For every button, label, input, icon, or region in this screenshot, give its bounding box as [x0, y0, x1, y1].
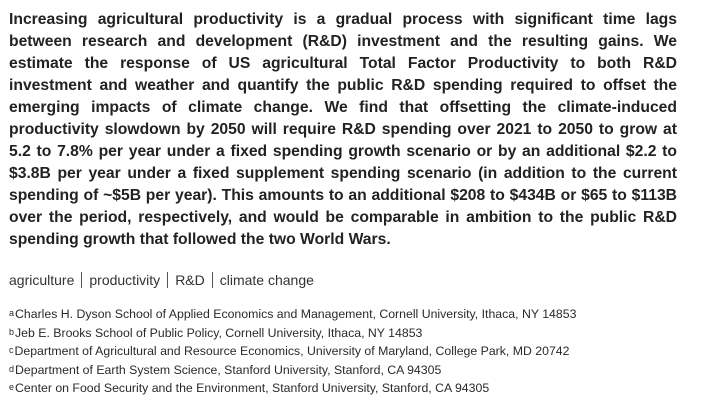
affiliation-item: [9, 305, 576, 324]
affiliation-text: Department of Earth System Science, Stanford University, Stanford, CA 94305: [15, 362, 442, 377]
keyword-separator: [167, 272, 168, 288]
affiliation-text: Charles H. Dyson School of Applied Economics and Management, Cornell University, Ithaca, NY 14853: [15, 307, 577, 321]
affiliation-text: Department of Agricultural and Resource Economics, University of Maryland, College Park, MD 20742: [14, 344, 570, 358]
keyword-item[interactable]: climate change: [219, 272, 314, 288]
affiliation-mark: d: [9, 363, 15, 374]
keyword-separator: [81, 272, 82, 288]
affiliation-item: [9, 324, 576, 343]
affiliation-mark: c: [9, 345, 14, 355]
affiliation-item: [9, 379, 576, 398]
affiliations-list: [9, 305, 576, 398]
affiliation-text: Center on Food Security and the Environment, Stanford University, Stanford, CA 94305: [15, 381, 490, 395]
keyword-item[interactable]: R&D: [175, 272, 205, 288]
abstract-text: Increasing agricultural productivity is a gradual process with significant time lags between research and development (R&D) investment and the resulting gains. We estimate the response of US agricultural Total Factor Productivity to both R&D investment and weather and quantify the public R&D spending required to offset the emerging impacts of climate change. We find that offsetting the climate-induced productivity slowdown by 2050 will require R&D spending over 2021 to 2050 to grow at 5.2 to 7.8% per year under a fixed spending growth scenario or by an additional $2.2 to $3.8B per year under a fixed supplement spending scenario (in addition to the current spending of ~$5B per year). This amounts to an additional $208 to $434B or $65 to $113B over the period, respectively, and would be comparable in ambition to the public R&D spending growth that followed the two World Wars.: [9, 11, 677, 248]
keyword-separator: [212, 272, 213, 288]
keyword-item[interactable]: agriculture: [9, 272, 75, 288]
affiliation-text: Jeb E. Brooks School of Public Policy, Cornell University, Ithaca, NY 14853: [15, 325, 423, 340]
affiliation-mark: a: [9, 308, 15, 318]
affiliation-item: [9, 342, 576, 361]
affiliation-item: [9, 361, 576, 380]
affiliation-mark: e: [9, 382, 15, 392]
keywords-list: [9, 271, 314, 289]
affiliation-mark: b: [9, 326, 15, 337]
keyword-item[interactable]: productivity: [89, 272, 161, 288]
